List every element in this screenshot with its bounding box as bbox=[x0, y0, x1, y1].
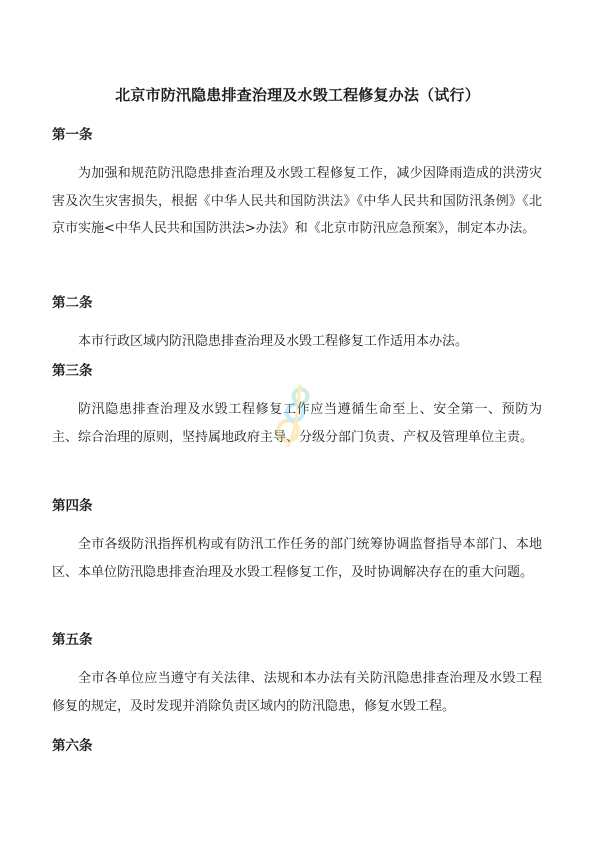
article-body: 为加强和规范防汛隐患排查治理及水毁工程修复工作，减少因降雨造成的洪涝灾害及次生灾害损失，根据《中华人民共和国防洪法》《中华人民共和国防汛条例》《北京市实施<中华人民共和国防洪法>办法》和《北京市防汛应急预案》，制定本办法。 bbox=[52, 166, 542, 236]
article-6 bbox=[52, 734, 542, 754]
article-heading: 第一条 bbox=[52, 127, 93, 143]
article-4 bbox=[52, 494, 542, 586]
article-body: 全市各级防汛指挥机构或有防汛工作任务的部门统筹协调监督指导本部门、本地区、本单位防汛隐患排查治理及水毁工程修复工作，及时协调解决存在的重大问题。 bbox=[52, 537, 542, 580]
article-heading: 第二条 bbox=[52, 295, 93, 311]
page-title: 北京市防汛隐患排查治理及水毁工程修复办法（试行） bbox=[115, 86, 480, 104]
article-heading: 第五条 bbox=[52, 632, 93, 648]
article-heading: 第六条 bbox=[52, 738, 93, 754]
article-5 bbox=[52, 628, 542, 720]
article-heading: 第四条 bbox=[52, 498, 93, 514]
article-1 bbox=[52, 123, 542, 243]
article-body: 全市各单位应当遵守有关法律、法规和本办法有关防汛隐患排查治理及水毁工程修复的规定，及时发现并消除负责区域内的防汛隐患，修复水毁工程。 bbox=[52, 671, 542, 714]
article-body: 本市行政区域内防汛隐患排查治理及水毁工程修复工作适用本办法。 bbox=[78, 334, 469, 349]
article-body: 防汛隐患排查治理及水毁工程修复工作应当遵循生命至上、安全第一、预防为主、综合治理的原则，坚持属地政府主导、分级分部门负责、产权及管理单位主责。 bbox=[52, 402, 542, 445]
article-2 bbox=[52, 291, 542, 356]
article-heading: 第三条 bbox=[52, 363, 93, 379]
